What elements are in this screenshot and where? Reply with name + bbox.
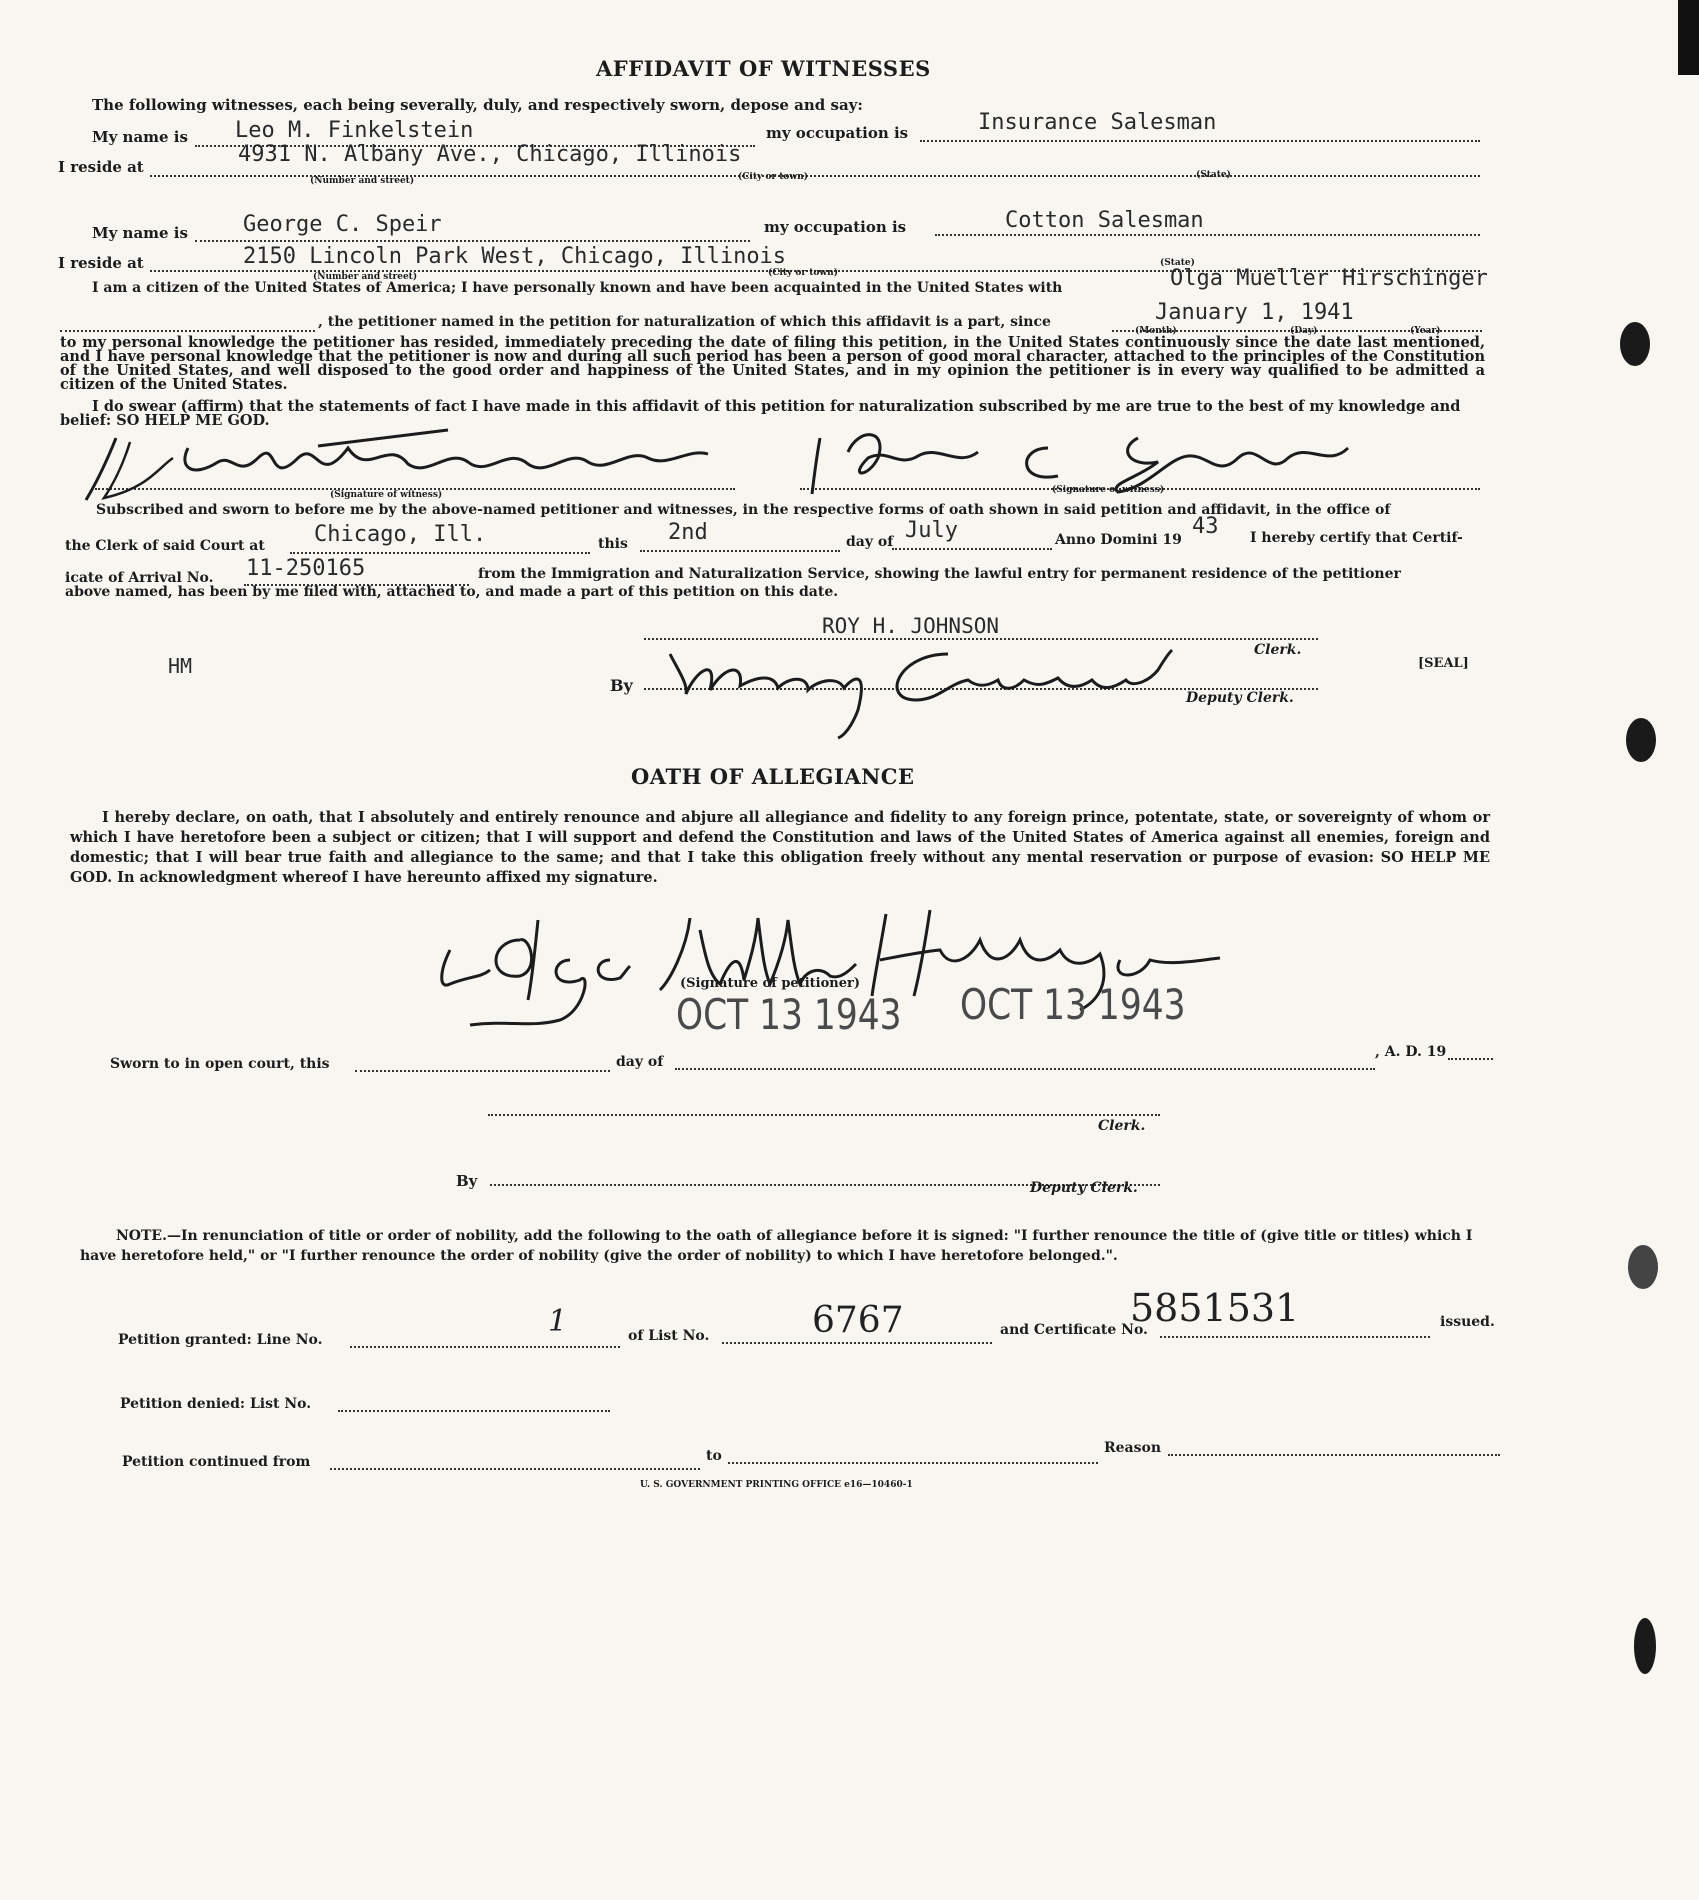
court-city: Chicago, Ill. bbox=[314, 522, 487, 547]
city-caption: (City or town) bbox=[738, 172, 808, 182]
my-name-label: My name is bbox=[92, 224, 188, 242]
day-of-label: day of bbox=[846, 534, 894, 550]
petition-denied-label: Petition denied: List No. bbox=[120, 1396, 312, 1412]
of-list-label: of List No. bbox=[628, 1328, 710, 1344]
petitioner-name: Olga Mueller Hirschinger bbox=[1170, 266, 1488, 291]
sworn-day-line bbox=[355, 1070, 610, 1072]
witness2-name: George C. Speir bbox=[243, 212, 442, 237]
state-caption: (State) bbox=[1160, 258, 1195, 268]
petition-continued-label: Petition continued from bbox=[122, 1454, 311, 1470]
deputy-clerk-label: Deputy Clerk. bbox=[1186, 690, 1294, 706]
witness1-name: Leo M. Finkelstein bbox=[235, 118, 474, 143]
arrival-number: 11-250165 bbox=[246, 556, 366, 581]
petition-granted-label: Petition granted: Line No. bbox=[118, 1332, 323, 1348]
witness2-occupation: Cotton Salesman bbox=[1005, 208, 1204, 233]
month-line bbox=[892, 548, 1052, 550]
anno-domini-label: Anno Domini 19 bbox=[1055, 532, 1182, 548]
signature-of-petitioner-caption: (Signature of petitioner) bbox=[680, 976, 860, 991]
printer-footer: U. S. GOVERNMENT PRINTING OFFICE e16—10460-1 bbox=[640, 1480, 913, 1490]
month-caption: (Month) bbox=[1135, 326, 1177, 336]
denied-list-line bbox=[338, 1410, 610, 1412]
oath-deputy-clerk-label: Deputy Clerk. bbox=[1030, 1180, 1138, 1196]
sworn-in-label: Sworn to in open court, this bbox=[110, 1056, 330, 1072]
name-line bbox=[195, 240, 750, 242]
witness2-address: 2150 Lincoln Park West, Chicago, Illinois bbox=[243, 244, 787, 269]
subscribed-text: Subscribed and sworn to before me by the above-named petitioner and witnesses, in the respective forms of oath shown in said petition and affidavit, in the office of bbox=[96, 502, 1391, 518]
reside-label: I reside at bbox=[58, 254, 144, 272]
witness1-occupation: Insurance Salesman bbox=[978, 110, 1217, 135]
oath-clerk-label: Clerk. bbox=[1098, 1118, 1146, 1134]
day-caption: (Day) bbox=[1290, 326, 1318, 336]
certificate-arrival-label: icate of Arrival No. bbox=[65, 570, 214, 586]
punch-hole bbox=[1626, 718, 1656, 762]
swear-text: I do swear (affirm) that the statements of fact I have made in this affidavit of this petition for naturalization subscribed by me are true to the best of my knowledge and belief: SO HELP ME GOD. bbox=[60, 398, 1461, 429]
oath-title: OATH OF ALLEGIANCE bbox=[631, 764, 915, 789]
date-stamp-2: OCT 13 1943 bbox=[960, 980, 1186, 1029]
occupation-label: my occupation is bbox=[764, 218, 907, 236]
list-number: 6767 bbox=[812, 1300, 904, 1341]
state-caption: (State) bbox=[1196, 170, 1231, 180]
oath-by-label: By bbox=[456, 1172, 478, 1190]
this-label: this bbox=[598, 536, 628, 552]
oath-text: I hereby declare, on oath, that I absolutely and entirely renounce and abjure all allegiance and fidelity to any foreign prince, potentate, state, or sovereignty of whom or which I have heretofore been a subject or citizen; that I will support and defend the Constitution and laws of the United States of America against all enemies, foreign and domestic; that I will bear true faith and allegiance to the same; and that I take this obligation freely without any mental reservation or purpose of evasion: SO HELP ME GOD. In acknowledgment whereof I have hereunto affixed my signature. bbox=[70, 809, 1490, 886]
petitioner-text: , the petitioner named in the petition for naturalization of which this affidavit is a part, since bbox=[318, 314, 1051, 330]
certificate-label: and Certificate No. bbox=[1000, 1322, 1148, 1338]
reason-label: Reason bbox=[1104, 1440, 1162, 1456]
signature-of-witness-caption: (Signature of witness) bbox=[1052, 485, 1165, 495]
day-line bbox=[640, 550, 840, 552]
day-of-label: day of bbox=[616, 1054, 664, 1070]
from-service-text: from the Immigration and Naturalization Service, showing the lawful entry for permanent residence of the petitioner bbox=[478, 566, 1401, 582]
reside-label: I reside at bbox=[58, 158, 144, 176]
knowledge-text: to my personal knowledge the petitioner has resided, immediately preceding the date of filing this petition, in the United States continuously since the date last mentioned, and I have personal knowledge that the petitioner is now and during all such period has been a person of good moral character, attached to the principles of the Constitution of the United States, and well disposed to the good order and happiness of the United States, and in my opinion the petitioner is in every way qualified to be admitted a citizen of the United States. bbox=[60, 334, 1485, 393]
my-name-label: My name is bbox=[92, 128, 188, 146]
certificate-number: 5851531 bbox=[1130, 1286, 1300, 1330]
witness1-address: 4931 N. Albany Ave., Chicago, Illinois bbox=[238, 142, 742, 167]
punch-hole bbox=[1628, 1245, 1658, 1289]
date-stamp-1: OCT 13 1943 bbox=[676, 990, 902, 1039]
continued-to-line bbox=[728, 1462, 1098, 1464]
sworn-month-line bbox=[675, 1068, 1375, 1070]
certificate-no-line bbox=[1160, 1336, 1430, 1338]
nobility-note: NOTE.—In renunciation of title or order of nobility, add the following to the oath of allegiance before it is signed: "I further renounce the title of (give title or titles) which I have heretofore held," or "I further renounce the order of nobility (give the order of nobility) to which I have heretofore belonged.". bbox=[80, 1228, 1473, 1264]
since-date: January 1, 1941 bbox=[1155, 300, 1354, 325]
line-no-line bbox=[350, 1346, 620, 1348]
occupation-line bbox=[920, 140, 1480, 142]
city-caption: (City or town) bbox=[768, 268, 838, 278]
line-number: 1 bbox=[548, 1304, 568, 1339]
seal-label: [SEAL] bbox=[1418, 656, 1469, 671]
scan-edge bbox=[1678, 0, 1699, 75]
above-named-text: above named, has been by me filed with, attached to, and made a part of this petition on this date. bbox=[65, 584, 839, 600]
certify-text: I hereby certify that Certif- bbox=[1250, 530, 1463, 546]
month-name: July bbox=[905, 518, 958, 543]
affidavit-title: AFFIDAVIT OF WITNESSES bbox=[596, 56, 931, 81]
affidavit-intro: The following witnesses, each being severally, duly, and respectively sworn, depose and say: bbox=[92, 96, 863, 114]
number-street-caption: (Number and street) bbox=[310, 176, 415, 186]
to-label: to bbox=[706, 1448, 722, 1464]
occupation-label: my occupation is bbox=[766, 124, 909, 142]
year-suffix: 43 bbox=[1192, 514, 1219, 539]
citizen-text: I am a citizen of the United States of America; I have personally known and have been acquainted in the United States with bbox=[92, 280, 1063, 296]
deputy-signature bbox=[648, 640, 1208, 740]
by-label: By bbox=[610, 676, 633, 695]
issued-label: issued. bbox=[1440, 1314, 1495, 1330]
oath-clerk-line bbox=[488, 1114, 1160, 1116]
occupation-line bbox=[935, 234, 1480, 236]
clerk-of-court-label: the Clerk of said Court at bbox=[65, 538, 265, 554]
continued-from-line bbox=[330, 1468, 700, 1470]
petitioner-line bbox=[60, 330, 315, 332]
year-caption: (Year) bbox=[1410, 326, 1441, 336]
ad-label: , A. D. 19 bbox=[1375, 1044, 1447, 1060]
initials: HM bbox=[168, 654, 193, 678]
clerk-name: ROY H. JOHNSON bbox=[822, 614, 1000, 638]
court-city-line bbox=[290, 552, 590, 554]
signature-of-witness-caption: (Signature of witness) bbox=[330, 490, 443, 500]
punch-hole bbox=[1634, 1618, 1656, 1674]
number-street-caption: (Number and street) bbox=[313, 272, 418, 282]
reason-line bbox=[1168, 1454, 1500, 1456]
ad-line bbox=[1448, 1058, 1493, 1060]
punch-hole bbox=[1620, 322, 1650, 366]
clerk-label: Clerk. bbox=[1254, 642, 1302, 658]
day-number: 2nd bbox=[668, 520, 708, 545]
list-no-line bbox=[722, 1342, 992, 1344]
